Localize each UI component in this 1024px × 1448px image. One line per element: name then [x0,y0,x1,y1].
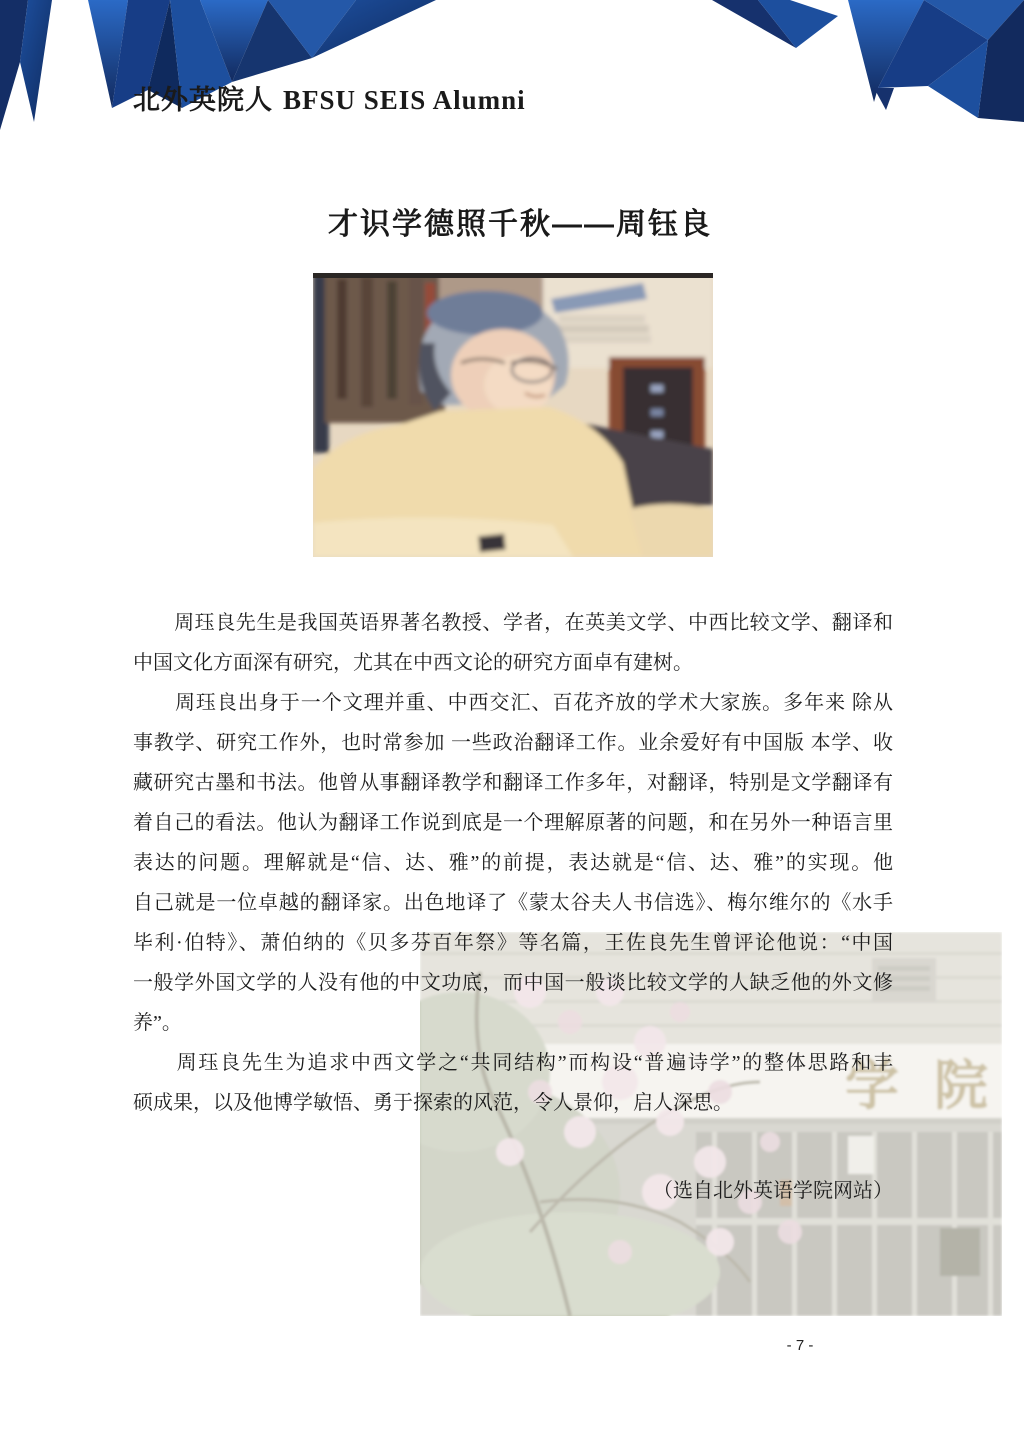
portrait-photo [313,273,713,557]
portrait-photo-illustration [313,273,713,557]
text-line: 表达的问题。理解就是“信、达、雅”的前提，表达就是“信、达、雅”的实现。他 [133,852,893,874]
body-text [133,603,893,1123]
text-line: 硕成果，以及他博学敏悟、勇于探索的风范，令人景仰，启人深思。 [133,1092,733,1114]
text-line: 中国文化方面深有研究，尤其在中西文论的研究方面卓有建树。 [133,652,693,674]
text-line: 一般学外国文学的人没有他的中文功底，而中国一般谈比较文学的人缺乏他的外文修 [133,972,893,994]
text-line: 事教学、研究工作外，也时常参加 一些政治翻译工作。业余爱好有中国版 本学、收 [133,732,893,754]
masthead-chinese: 北外英院人 [133,85,273,115]
text-line: 毕利·伯特》、萧伯纳的《贝多芬百年祭》等名篇，王佐良先生曾评论他说：“中国 [133,932,893,954]
text-line: 养”。 [133,1012,182,1034]
article-title: 才识学德照千秋——周钰良 [328,208,712,241]
text-line: 周珏良出身于一个文理并重、中西交汇、百花齐放的学术大家族。多年来 除从 [133,692,893,714]
text-line: 周珏良先生为追求中西文学之“共同结构”而构设“普遍诗学”的整体思路和丰 [133,1052,893,1074]
attribution: （选自北外英语学院网站） [653,1180,893,1202]
blue-crystal-icon [688,0,1024,140]
page-number: - 7 - [786,1337,814,1354]
building-sign-text-right: 院 [934,1056,988,1116]
building-sign-text-left: 学 [845,1056,899,1116]
text-line: 着自己的看法。他认为翻译工作说到底是一个理解原著的问题，和在另外一种语言里 [133,812,893,834]
text-line: 藏研究古墨和书法。他曾从事翻译教学和翻译工作多年，对翻译，特别是文学翻译有 [133,772,893,794]
text-line: 周珏良先生是我国英语界著名教授、学者，在英美文学、中西比较文学、翻译和 [133,612,893,634]
deco-top-right [688,0,1024,145]
text-line: 自己就是一位卓越的翻译家。出色地译了《蒙太谷夫人书信选》、梅尔维尔的《水手 [133,892,893,914]
masthead-english: BFSU SEIS Alumni [283,85,526,115]
masthead [133,78,526,117]
deco-top-left [0,0,440,140]
